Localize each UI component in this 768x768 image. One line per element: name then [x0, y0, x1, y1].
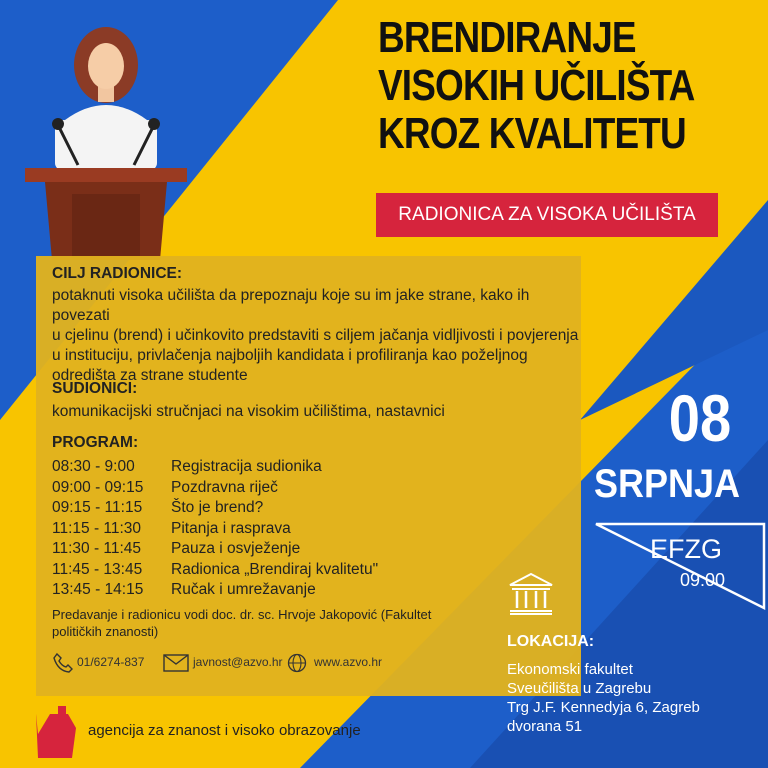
address-line: Trg J.F. Kennedyja 6, Zagreb — [507, 699, 700, 716]
goal-line: u cjelinu (brend) i učinkovito predstaviti s ciljem jačanja vidljivosti i povjerenja — [52, 327, 579, 344]
venue-name: EFZG — [650, 534, 722, 564]
program-item: Pitanja i rasprava — [171, 519, 291, 537]
address-line: Sveučilišta u Zagrebu — [507, 680, 652, 697]
title-line: BRENDIRANJE — [378, 13, 636, 62]
program-item: Pauza i osvježenje — [171, 540, 301, 557]
lecturer-note — [52, 606, 572, 640]
program-time: 11:15 - 11:30 — [52, 519, 142, 537]
goal-line: u instituciju, privlačenja najboljih kandidata i profiliranja kao poželjnog — [52, 347, 528, 364]
program-time: 08:30 - 9:00 — [52, 458, 135, 475]
program-row — [52, 457, 378, 478]
address-line: Ekonomski fakultet — [507, 661, 633, 678]
program-item: Što je brend? — [171, 499, 264, 516]
goal-line: odredišta za strane studente — [52, 367, 248, 384]
globe-icon — [287, 653, 307, 673]
program-item: Ručak i umrežavanje — [171, 581, 316, 598]
note-line: političkih znanosti) — [52, 624, 159, 639]
venue-time: 09:00 — [680, 570, 726, 590]
program-list — [52, 457, 378, 601]
participants-text: komunikacijski stručnjaci na visokim učilištima, nastavnici — [52, 403, 445, 420]
program-row — [52, 478, 378, 499]
program-row — [52, 580, 378, 601]
goal-heading: CILJ RADIONICE: — [52, 265, 183, 282]
program-item: Radionica „Brendiraj kvalitetu" — [171, 560, 379, 578]
note-line: Predavanje i radionicu vodi doc. dr. sc. Hrvoje Jakopović (Fakultet — [52, 607, 432, 622]
program-row — [52, 498, 378, 519]
event-day: 08 — [668, 381, 732, 455]
goal-line: potaknuti visoka učilišta da prepoznaju koje su im jake strane, kako ih povezati — [52, 287, 530, 324]
program-time: 11:45 - 13:45 — [52, 560, 143, 578]
program-time: 09:15 - 11:15 — [52, 499, 143, 516]
location-heading: LOKACIJA: — [507, 633, 595, 650]
location-address — [507, 660, 700, 736]
agency-name: agencija za znanost i visoko obrazovanje — [88, 722, 361, 739]
building-icon — [508, 572, 554, 616]
goal-text — [52, 286, 582, 386]
title-line: VISOKIH UČILIŠTA — [378, 61, 695, 110]
page-title — [378, 14, 701, 158]
program-item: Registracija sudionika — [171, 458, 322, 475]
email-icon — [163, 654, 189, 672]
agency-logo — [34, 704, 78, 758]
phone-icon — [52, 652, 74, 674]
address-line: dvorana 51 — [507, 718, 583, 735]
participants-heading: SUDIONICI: — [52, 380, 138, 397]
program-time: 11:30 - 11:45 — [52, 540, 142, 557]
program-item: Pozdravna riječ — [171, 478, 278, 496]
event-month: SRPNJA — [593, 462, 741, 506]
email-address[interactable]: javnost@azvo.hr — [193, 655, 283, 669]
title-line: KROZ KVALITETU — [378, 109, 686, 158]
program-row — [52, 560, 378, 581]
website-link[interactable]: www.azvo.hr — [314, 655, 383, 669]
speaker-illustration — [20, 20, 190, 260]
program-row — [52, 539, 378, 560]
program-time: 09:00 - 09:15 — [52, 478, 144, 496]
program-row — [52, 519, 378, 540]
phone-number[interactable]: 01/6274-837 — [77, 655, 145, 669]
subtitle-banner: RADIONICA ZA VISOKA UČILIŠTA — [376, 193, 718, 237]
program-heading: PROGRAM: — [52, 434, 139, 451]
program-time: 13:45 - 14:15 — [52, 581, 144, 598]
